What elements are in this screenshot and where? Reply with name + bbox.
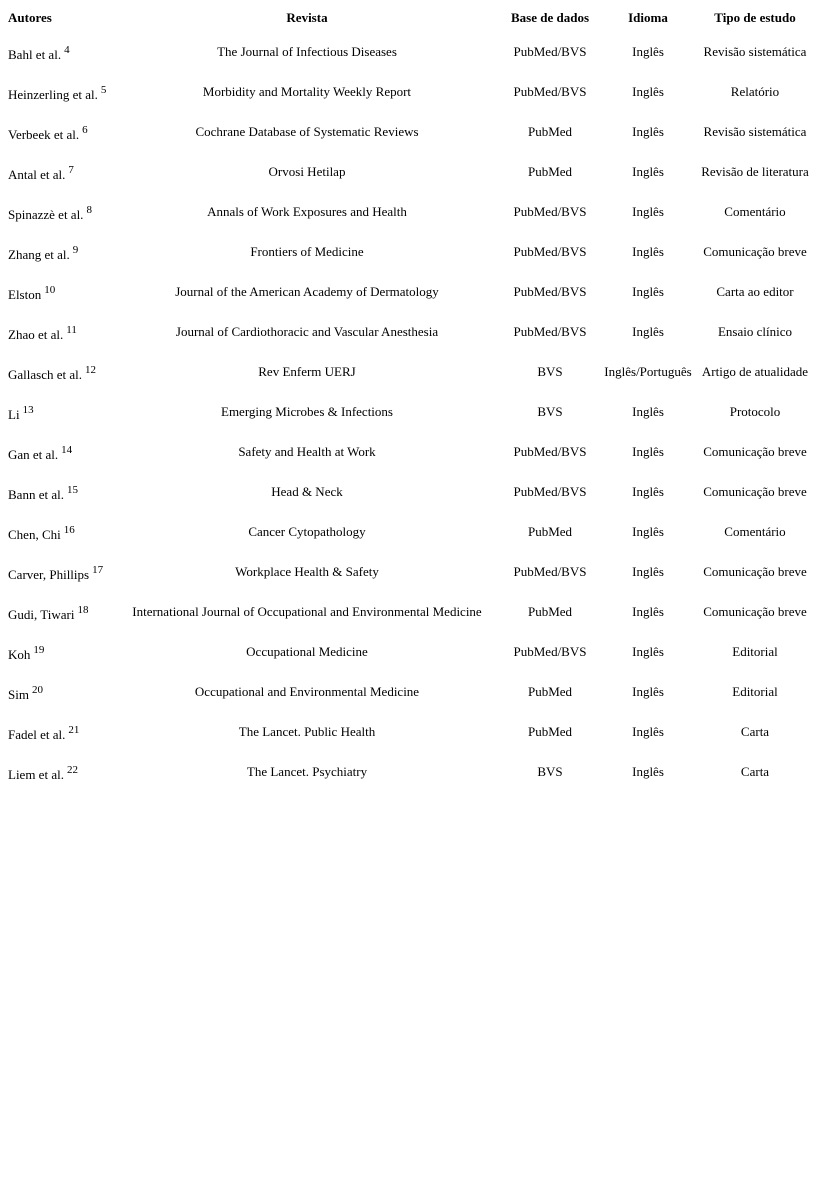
cell-autor: [6, 352, 114, 392]
cell-idioma: Inglês: [632, 324, 664, 339]
header-base-de-dados: Base de dados: [510, 9, 590, 25]
cell-tipo-de-estudo: Comunicação breve: [703, 244, 807, 259]
reference-number: 18: [77, 604, 89, 616]
cell-idioma: Inglês: [632, 44, 664, 59]
cell-idioma: Inglês: [632, 244, 664, 259]
author-name: Zhang et al.: [8, 247, 70, 262]
reference-number: 7: [68, 164, 74, 176]
header-row: [6, 3, 814, 32]
header-idioma: Idioma: [628, 9, 668, 25]
cell-base-de-dados: PubMed/BVS: [513, 484, 587, 499]
reference-number: 11: [66, 324, 77, 336]
cell-tipo-de-estudo: Comentário: [724, 524, 786, 539]
cell-revista: Annals of Work Exposures and Health: [207, 204, 407, 219]
reference-number: 17: [92, 564, 104, 576]
header-revista: Revista: [286, 9, 328, 25]
table-row: [6, 592, 814, 632]
cell-autor: [6, 312, 114, 352]
cell-autor: [6, 232, 114, 272]
author-name: Zhao et al.: [8, 327, 64, 342]
table-body: [6, 32, 814, 792]
author-name: Heinzerling et al.: [8, 87, 98, 102]
cell-revista: Occupational and Environmental Medicine: [194, 684, 420, 699]
author-name: Spinazzè et al.: [8, 207, 84, 222]
cell-base-de-dados: PubMed/BVS: [513, 284, 587, 299]
cell-autor: [6, 512, 114, 552]
cell-idioma: Inglês: [632, 404, 664, 419]
cell-idioma: Inglês: [632, 644, 664, 659]
table-row: [6, 152, 814, 192]
cell-autor: [6, 752, 114, 792]
table-row: [6, 32, 814, 72]
cell-revista: Journal of the American Academy of Dermatology: [175, 284, 439, 299]
reference-number: 21: [68, 724, 80, 736]
table-row: [6, 632, 814, 672]
table-row: [6, 72, 814, 112]
cell-idioma: Inglês: [632, 524, 664, 539]
table-row: [6, 432, 814, 472]
cell-revista: International Journal of Occupational and Environmental Medicine: [132, 604, 482, 619]
cell-revista: Rev Enferm UERJ: [258, 364, 356, 379]
table-row: [6, 352, 814, 392]
cell-autor: [6, 632, 114, 672]
author-name: Fadel et al.: [8, 727, 66, 742]
cell-base-de-dados: BVS: [537, 364, 563, 379]
cell-autor: [6, 392, 114, 432]
reference-number: 8: [86, 204, 92, 216]
reference-number: 6: [82, 124, 88, 136]
cell-base-de-dados: PubMed/BVS: [513, 644, 587, 659]
cell-revista: Cochrane Database of Systematic Reviews: [195, 124, 419, 139]
table-header: [6, 3, 814, 32]
cell-revista: Morbidity and Mortality Weekly Report: [202, 84, 412, 99]
author-name: Bahl et al.: [8, 47, 62, 62]
cell-tipo-de-estudo: Ensaio clínico: [717, 324, 792, 339]
author-name: Liem et al.: [8, 767, 64, 782]
header-autores: Autores: [8, 9, 52, 25]
cell-revista: Journal of Cardiothoracic and Vascular Anesthesia: [175, 324, 439, 339]
cell-revista: Orvosi Hetilap: [268, 164, 346, 179]
cell-autor: [6, 192, 114, 232]
table-row: [6, 272, 814, 312]
cell-autor: [6, 152, 114, 192]
references-table: [6, 3, 814, 792]
table-row: [6, 512, 814, 552]
reference-number: 4: [64, 44, 70, 56]
reference-number: 22: [66, 764, 78, 776]
table-row: [6, 192, 814, 232]
cell-revista: Head & Neck: [271, 484, 343, 499]
table-row: [6, 552, 814, 592]
cell-idioma: Inglês: [632, 444, 664, 459]
cell-base-de-dados: PubMed: [527, 124, 573, 139]
cell-tipo-de-estudo: Relatório: [730, 84, 780, 99]
author-name: Bann et al.: [8, 487, 64, 502]
cell-tipo-de-estudo: Carta: [740, 724, 770, 739]
reference-number: 15: [66, 484, 78, 496]
cell-tipo-de-estudo: Comunicação breve: [703, 444, 807, 459]
reference-number: 19: [33, 644, 45, 656]
cell-revista: Occupational Medicine: [246, 644, 368, 659]
cell-idioma: Inglês: [632, 124, 664, 139]
cell-revista: Workplace Health & Safety: [235, 564, 379, 579]
cell-base-de-dados: PubMed: [527, 724, 573, 739]
cell-autor: [6, 552, 114, 592]
author-name: Gan et al.: [8, 447, 59, 462]
cell-tipo-de-estudo: Revisão de literatura: [701, 164, 809, 179]
author-name: Gallasch et al.: [8, 367, 82, 382]
cell-base-de-dados: PubMed/BVS: [513, 244, 587, 259]
author-name: Sim: [8, 687, 29, 702]
header-tipo-de-estudo: Tipo de estudo: [714, 9, 796, 25]
cell-autor: [6, 32, 114, 72]
author-name: Gudi, Tiwari: [8, 607, 75, 622]
cell-autor: [6, 472, 114, 512]
cell-base-de-dados: PubMed/BVS: [513, 324, 587, 339]
cell-idioma: Inglês: [632, 684, 664, 699]
cell-base-de-dados: BVS: [537, 404, 563, 419]
table-row: [6, 112, 814, 152]
cell-revista: The Lancet. Public Health: [238, 724, 376, 739]
reference-number: 5: [100, 84, 107, 96]
reference-number: 14: [61, 444, 73, 456]
cell-base-de-dados: PubMed/BVS: [513, 564, 587, 579]
cell-idioma: Inglês: [632, 284, 664, 299]
cell-tipo-de-estudo: Comunicação breve: [703, 604, 807, 619]
cell-tipo-de-estudo: Revisão sistemática: [703, 124, 807, 139]
author-name: Chen, Chi: [8, 527, 61, 542]
table-row: [6, 752, 814, 792]
cell-base-de-dados: PubMed/BVS: [513, 204, 587, 219]
cell-base-de-dados: BVS: [537, 764, 563, 779]
reference-number: 13: [22, 404, 34, 416]
cell-autor: [6, 72, 114, 112]
cell-idioma: Inglês: [632, 204, 664, 219]
cell-idioma: Inglês: [632, 764, 664, 779]
reference-number: 20: [31, 684, 43, 696]
table-row: [6, 472, 814, 512]
cell-autor: [6, 272, 114, 312]
cell-tipo-de-estudo: Artigo de atualidade: [701, 364, 809, 379]
cell-tipo-de-estudo: Carta: [740, 764, 770, 779]
author-name: Elston: [8, 287, 42, 302]
cell-autor: [6, 712, 114, 752]
author-name: Li: [8, 407, 20, 422]
cell-tipo-de-estudo: Comunicação breve: [703, 564, 807, 579]
table-row: [6, 232, 814, 272]
cell-base-de-dados: PubMed/BVS: [513, 44, 587, 59]
cell-tipo-de-estudo: Carta ao editor: [716, 284, 794, 299]
table-row: [6, 312, 814, 352]
cell-tipo-de-estudo: Editorial: [732, 644, 778, 659]
cell-tipo-de-estudo: Protocolo: [729, 404, 781, 419]
cell-tipo-de-estudo: Revisão sistemática: [703, 44, 807, 59]
cell-revista: The Journal of Infectious Diseases: [217, 44, 397, 59]
cell-tipo-de-estudo: Editorial: [732, 684, 778, 699]
cell-idioma: Inglês: [632, 84, 664, 99]
cell-idioma: Inglês/Português: [604, 364, 692, 379]
cell-tipo-de-estudo: Comunicação breve: [703, 484, 807, 499]
cell-base-de-dados: PubMed/BVS: [513, 84, 587, 99]
cell-idioma: Inglês: [632, 164, 664, 179]
cell-autor: [6, 432, 114, 472]
author-name: Carver, Phillips: [8, 567, 90, 582]
cell-revista: Safety and Health at Work: [238, 444, 376, 459]
cell-idioma: Inglês: [632, 484, 664, 499]
cell-base-de-dados: PubMed: [527, 684, 573, 699]
reference-number: 12: [85, 364, 96, 376]
reference-number: 10: [44, 284, 56, 296]
cell-revista: Cancer Cytopathology: [248, 524, 366, 539]
cell-autor: [6, 592, 114, 632]
reference-number: 9: [72, 244, 79, 256]
author-name: Verbeek et al.: [8, 127, 80, 142]
cell-revista: The Lancet. Psychiatry: [246, 764, 368, 779]
cell-tipo-de-estudo: Comentário: [724, 204, 786, 219]
table-row: [6, 712, 814, 752]
cell-base-de-dados: PubMed: [527, 164, 573, 179]
cell-base-de-dados: PubMed: [527, 604, 573, 619]
table-row: [6, 672, 814, 712]
cell-base-de-dados: PubMed: [527, 524, 573, 539]
author-name: Koh: [8, 647, 31, 662]
cell-autor: [6, 672, 114, 712]
cell-revista: Frontiers of Medicine: [250, 244, 364, 259]
cell-idioma: Inglês: [632, 564, 664, 579]
reference-number: 16: [63, 524, 75, 536]
table-row: [6, 392, 814, 432]
cell-base-de-dados: PubMed/BVS: [513, 444, 587, 459]
cell-revista: Emerging Microbes & Infections: [221, 404, 393, 419]
cell-idioma: Inglês: [632, 604, 664, 619]
cell-idioma: Inglês: [632, 724, 664, 739]
author-name: Antal et al.: [8, 167, 66, 182]
cell-autor: [6, 112, 114, 152]
